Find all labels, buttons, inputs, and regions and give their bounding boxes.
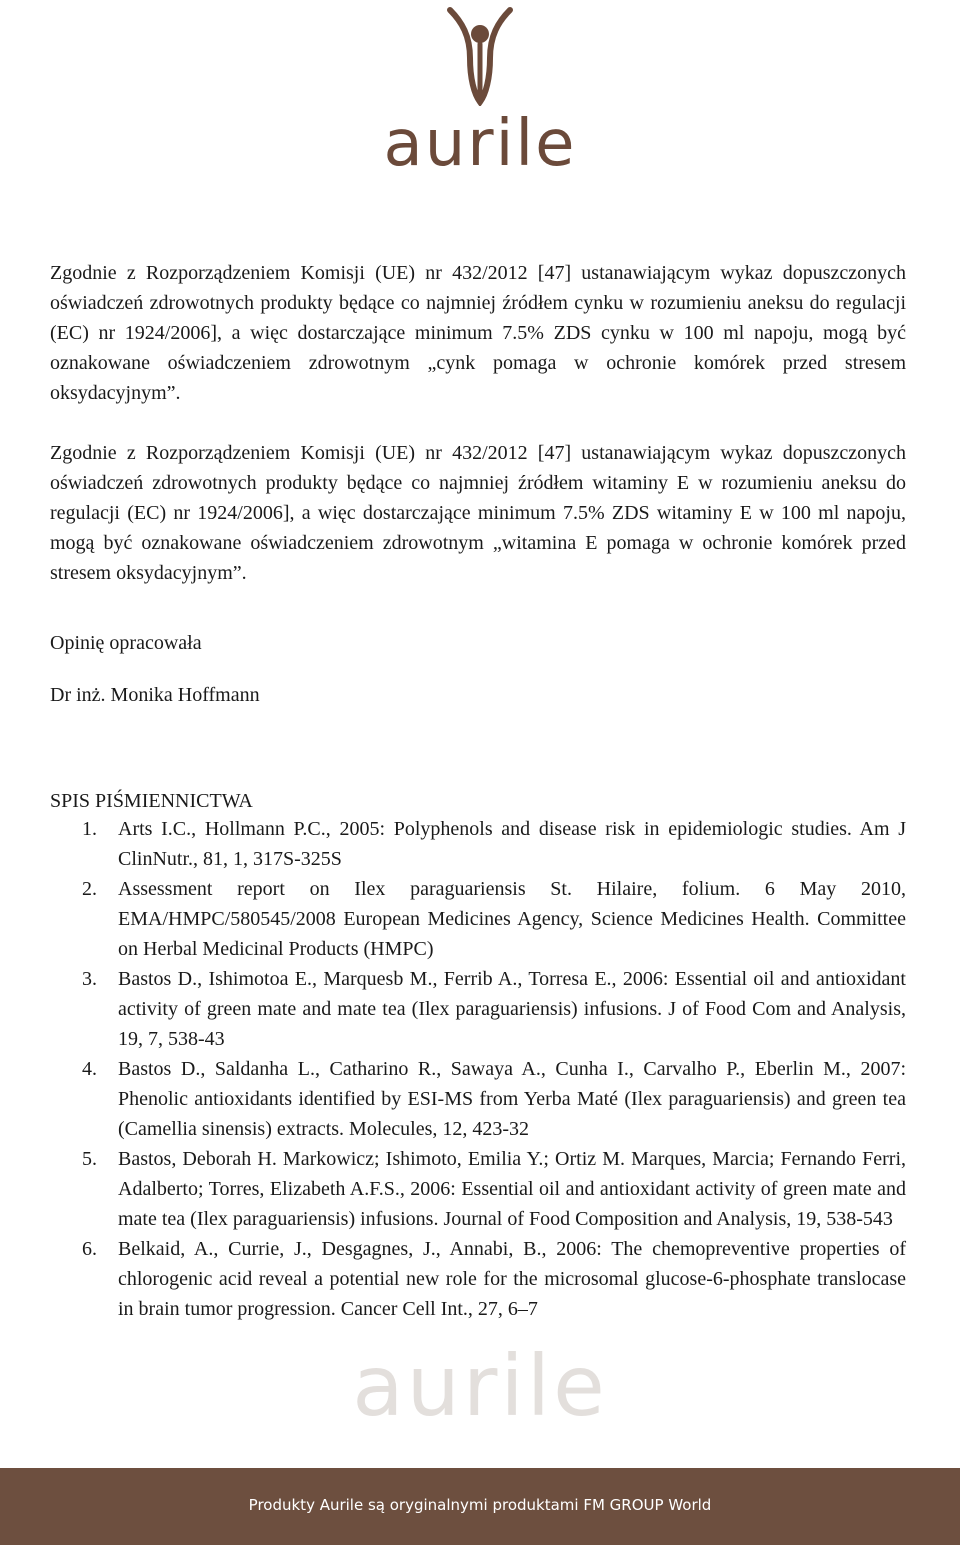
bibliography-item <box>82 874 906 964</box>
bibliography-item-text: Arts I.C., Hollmann P.C., 2005: Polyphenols and disease risk in epidemiologic studies. Am J ClinNutr., 81, 1, 317S-325S <box>118 818 906 870</box>
bibliography-item <box>82 1054 906 1144</box>
bibliography-item-number: 2. <box>82 878 97 900</box>
bibliography-item <box>82 1234 906 1324</box>
footer-text: Produkty Aurile są oryginalnymi produktami FM GROUP World <box>248 1496 712 1514</box>
bibliography-item <box>82 814 906 874</box>
signature-author: Dr inż. Monika Hoffmann <box>50 684 260 706</box>
bibliography-list <box>82 814 906 1324</box>
logo-emblem-icon <box>440 6 520 106</box>
bibliography-item-text: Bastos, Deborah H. Markowicz; Ishimoto, Emilia Y.; Ortiz M. Marques, Marcia; Fernando Ferri, Adalberto; Torres, Elizabeth A.F.S., 2006: Essential oil and antioxidant activity of green mate and mate tea (Ilex paraguariensis) infusions. Journal of Food Composition and Analysis, 19, 538-543 <box>118 1148 906 1230</box>
bibliography-item-text: Belkaid, A., Currie, J., Desgagnes, J., Annabi, B., 2006: The chemopreventive properties of chlorogenic acid reveal a potential new role for the microsomal glucose-6-phosphate translocase in brain tumor progression. Cancer Cell Int., 27, 6–7 <box>118 1238 906 1320</box>
bibliography-item-number: 5. <box>82 1148 97 1170</box>
bibliography-item-number: 4. <box>82 1058 97 1080</box>
bibliography-item-number: 1. <box>82 818 97 840</box>
bibliography-item-number: 6. <box>82 1238 97 1260</box>
signature-label: Opinię opracowała <box>50 632 202 654</box>
bibliography-item-text: Assessment report on Ilex paraguariensis St. Hilaire, folium. 6 May 2010, EMA/HMPC/580545/2008 European Medicines Agency, Science Medicines Health. Committee on Herbal Medicinal Products (HMPC) <box>118 878 906 960</box>
bibliography-item-text: Bastos D., Saldanha L., Catharino R., Sawaya A., Cunha I., Carvalho P., Eberlin M., 2007: Phenolic antioxidants identified by ESI-MS from Yerba Maté (Ilex paraguariensis) and green tea (Camellia sinensis) extracts. Molecules, 12, 423-32 <box>118 1058 906 1140</box>
bibliography-item-text: Bastos D., Ishimotoa E., Marquesb M., Ferrib A., Torresa E., 2006: Essential oil and antioxidant activity of green mate and mate tea (Ilex paraguariensis) infusions. J of Food Com and Analysis, 19, 7, 538-43 <box>118 968 906 1050</box>
bibliography-item <box>82 964 906 1054</box>
bibliography-item <box>82 1144 906 1234</box>
paragraph-vitamin-e-claim: Zgodnie z Rozporządzeniem Komisji (UE) nr 432/2012 [47] ustanawiającym wykaz dopuszczonych oświadczeń zdrowotnych produkty będące co najmniej źródłem witaminy E w rozumieniu aneksu do regulacji (EC) nr 1924/2006], a więc dostarczające minimum 7.5% ZDS witaminy E w 100 ml napoju, mogą być oznakowane oświadczeniem zdrowotnym „witamina E pomaga w ochronie komórek przed stresem oksydacyjnym”. <box>50 442 906 584</box>
bibliography-item-number: 3. <box>82 968 97 990</box>
paragraph-zinc-claim: Zgodnie z Rozporządzeniem Komisji (UE) nr 432/2012 [47] ustanawiającym wykaz dopuszczonych oświadczeń zdrowotnych produkty będące co najmniej źródłem cynku w rozumieniu aneksu do regulacji (EC) nr 1924/2006], a więc dostarczające minimum 7.5% ZDS cynku w 100 ml napoju, mogą być oznakowane oświadczeniem zdrowotnym „cynk pomaga w ochronie komórek przed stresem oksydacyjnym”. <box>50 262 906 404</box>
watermark-logo: aurile <box>352 1337 608 1435</box>
logo-text: aurile <box>383 107 577 181</box>
bibliography-title: SPIS PIŚMIENNICTWA <box>50 790 253 812</box>
footer-bar <box>0 1468 960 1545</box>
brand-logo <box>0 0 960 180</box>
